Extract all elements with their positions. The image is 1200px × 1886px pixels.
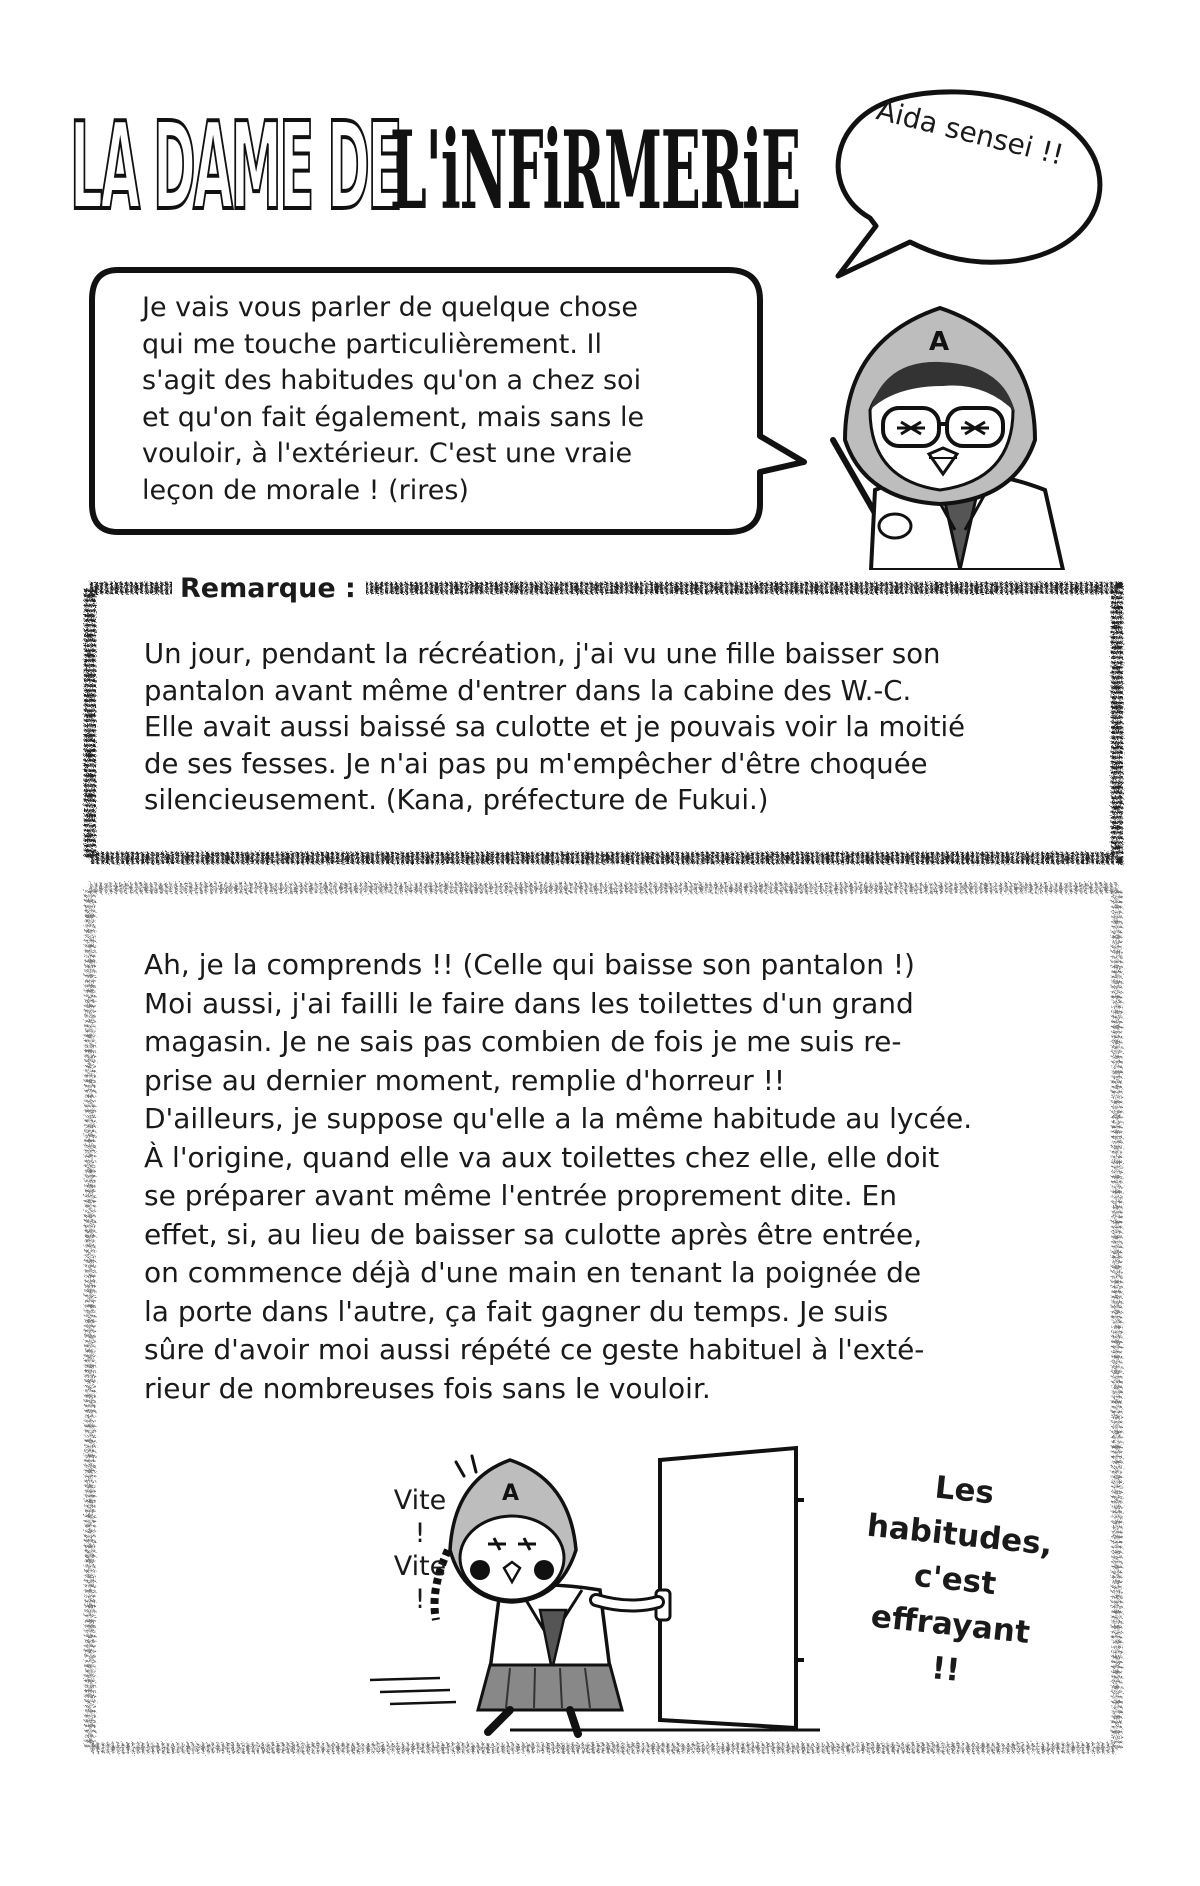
nurse-cap-letter: A — [929, 327, 950, 357]
page-title — [70, 70, 810, 240]
remark-text: Un jour, pendant la récréation, j'ai vu une fille baisser son pantalon avant même d'entrer dans la cabine des W.-C. Elle avait aussi baissé sa culotte et je pouvais voir la moitié de ses fesses. Je n'ai pas pu m'empêcher d'être choquée silencieusement. (Kana, préfecture de Fukui.) — [144, 638, 966, 816]
habits-caption-text: Les habitudes, c'est effrayant !! — [865, 1469, 1055, 1689]
intro-speech-text: Je vais vous parler de quelque chose qui me touche particulièrement. Il s'agit des habitudes qu'on a chez soi et qu'on fait également, mais sans le vouloir, à l'extérieur. C'est une vraie leçon de morale ! (rires) — [142, 292, 645, 506]
aida-speech-text: Aida sensei !! — [873, 93, 1067, 172]
response-text: Ah, je la comprends !! (Celle qui baisse son pantalon !) Moi aussi, j'ai failli le faire dans les toilettes d'un grand magasin. Je ne sais pas combien de fois je me suis re- prise au dernier moment, remplie d'horreur !! D'ailleurs, je suppose qu'elle a la même habitude au lycée. À l'origine, quand elle va aux toilettes chez elle, elle doit se préparer avant même l'entrée proprement dite. En effet, si, au lieu de baisser sa culotte après être entrée, on commence déjà d'une main en tenant la poignée de la porte dans l'autre, ça fait gagner du temps. Je suis sûre d'avoir moi aussi répété ce geste habituel à l'exté- rieur de nombreuses fois sans le vouloir. — [144, 948, 973, 1405]
girl-cap-letter: A — [502, 1481, 520, 1506]
title-part-solid: L'iNFiRMERiE — [390, 108, 800, 234]
title-part-outline: LA DAME DE — [70, 98, 400, 237]
remark-label: Remarque : — [172, 573, 366, 604]
vite-exclamation-text: Vite ! Vite ! — [393, 1485, 447, 1615]
nurse-character-illustration — [825, 290, 1085, 570]
